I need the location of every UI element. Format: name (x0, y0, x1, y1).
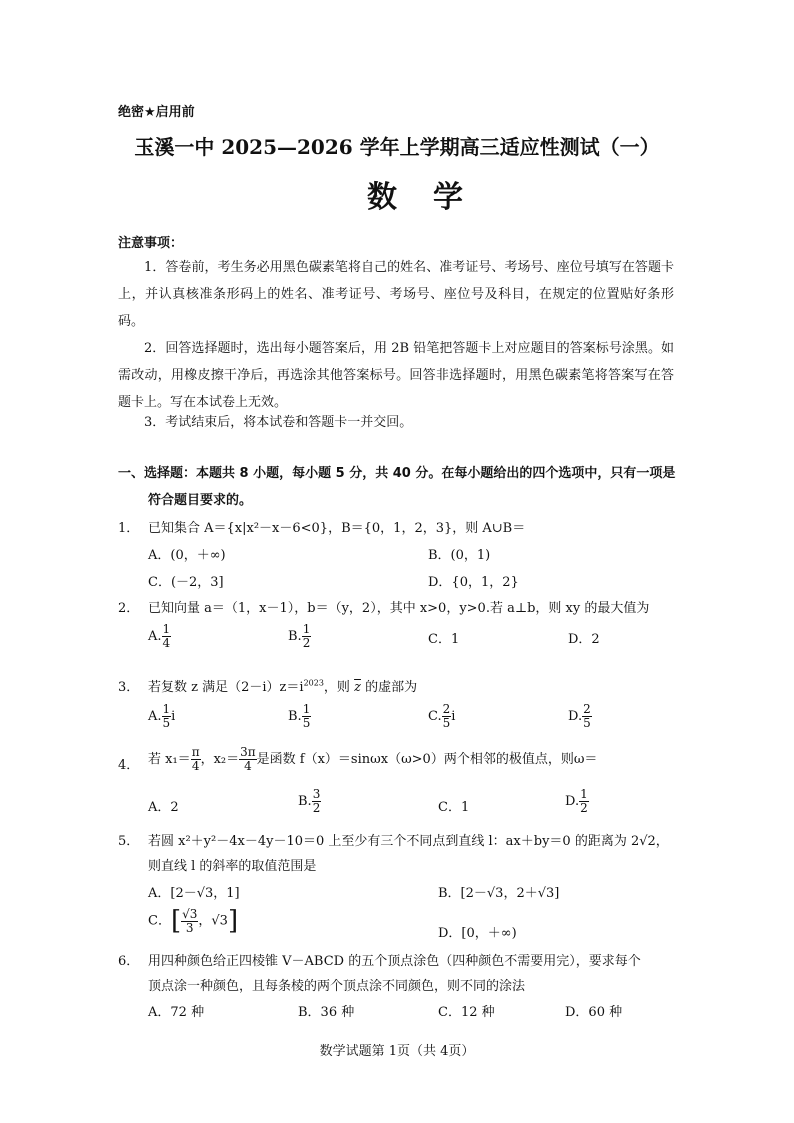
q2-option-c: C．1 (428, 632, 460, 647)
q3-b-den: 5 (302, 716, 311, 730)
q5-c-label: C． (148, 913, 171, 929)
q2-b-num: 1 (302, 622, 311, 636)
q5-number: 5． (118, 834, 140, 849)
subject-title: 数学 (367, 180, 499, 215)
q3-c-den: 5 (442, 716, 451, 730)
q4-fraction-1 (191, 746, 201, 773)
page-footer: 数学试题第 1页（共 4页） (319, 1044, 475, 1059)
q5-option-a: A．[2－√3，1] (148, 886, 240, 901)
q4-number: 4． (118, 758, 140, 773)
notice-heading: 注意事项： (118, 236, 184, 251)
q4-b-fraction (312, 788, 322, 815)
q3-stem-mid: ，则 (323, 680, 350, 695)
q2-option-a (148, 623, 171, 650)
q3-option-b (288, 703, 311, 730)
q3-c-fraction (442, 703, 452, 730)
q2-option-d: D．2 (568, 632, 600, 647)
q6-number: 6． (118, 954, 140, 969)
q3-option-c (428, 703, 455, 730)
q4-stem-s1: 若 x₁＝ (148, 752, 191, 767)
q4-option-a: A．2 (148, 800, 179, 815)
confidential-label: 绝密★启用前 (118, 105, 195, 120)
q3-stem-exponent: 2023 (303, 678, 324, 688)
q3-a-den: 5 (162, 716, 171, 730)
q4-f2-num: 3π (240, 745, 256, 759)
q4-f2-den: 4 (244, 759, 252, 773)
q3-c-unit: i (451, 709, 456, 724)
q3-c-num: 2 (442, 702, 451, 716)
q3-number: 3． (118, 680, 140, 695)
section-heading-text: 一、选择题：本题共 8 小题，每小题 5 分，共 40 分。在每小题给出的四个选项中，只有一项是符合题目要求的。 (118, 466, 676, 508)
q4-b-label: B. (298, 794, 312, 809)
q5-c-rest: ，√3 (198, 913, 228, 929)
q5-c-den: 3 (185, 920, 194, 935)
q3-stem-post: 的虚部为 (365, 680, 418, 695)
notice-item-1: 1．答卷前，考生务必用黑色碳素笔将自己的姓名、准考证号、考场号、座位号填写在答题卡上，并认真核准条形码上的姓名、准考证号、考场号、座位号及科目，在规定的位置贴好条形码。 (118, 260, 674, 329)
q2-option-b (288, 623, 311, 650)
exam-title: 玉溪一中 2025—2026 学年上学期高三适应性测试（一） (134, 135, 660, 159)
q6-option-c: C．12 种 (438, 1005, 495, 1020)
q4-d-label: D. (565, 794, 580, 809)
q5-c-right-bracket: ] (227, 906, 239, 936)
q1-option-a: A．(0，＋∞) (148, 548, 226, 563)
q5-option-d: D．[0，＋∞) (438, 926, 517, 941)
q2-b-den: 2 (302, 636, 311, 650)
section-heading (118, 460, 678, 514)
q3-c-label: C. (428, 709, 442, 724)
q3-option-a (148, 703, 175, 730)
q5-c-num: √3 (182, 906, 198, 921)
q4-option-d (565, 788, 589, 815)
q2-a-num: 1 (162, 622, 171, 636)
q3-d-fraction (582, 703, 592, 730)
q3-a-num: 1 (162, 702, 171, 716)
q3-stem-pre: 若复数 z 满足（2－i）z＝i (148, 680, 304, 695)
q3-a-unit: i (171, 709, 176, 724)
q3-d-den: 5 (583, 716, 591, 730)
q3-b-label: B. (288, 709, 302, 724)
q4-d-fraction (579, 788, 589, 815)
q3-conjugate-z: $\overline{z}$ (354, 680, 361, 695)
q4-f1-den: 4 (191, 759, 200, 773)
q2-a-den: 4 (162, 636, 171, 650)
notice-item-2: 2．回答选择题时，选出每小题答案后，用 2B 铅笔把答题卡上对应题目的答案标号涂黑。如需改动，用橡皮擦干净后，再选涂其他答案标号。回答非选择题时，用黑色碳素笔将答案写在答题卡上。写在本试卷上无效。 (118, 341, 674, 410)
q5-c-left-bracket: [ (170, 906, 182, 936)
q5-c-fraction (181, 908, 198, 935)
q2-number: 2． (118, 601, 140, 616)
q2-a-fraction (162, 623, 172, 650)
q3-d-label: D. (568, 709, 583, 724)
q4-option-c: C．1 (438, 800, 470, 815)
q4-d-num: 1 (580, 787, 588, 801)
q6-stem-line-2: 顶点涂一种颜色，且每条棱的两个顶点涂不同颜色，则不同的涂法 (148, 979, 526, 994)
q3-d-num: 2 (583, 702, 591, 716)
q4-stem-s3: 是函数 f（x）＝sinωx（ω>0）两个相邻的极值点，则ω＝ (256, 752, 598, 767)
q3-b-num: 1 (302, 702, 311, 716)
q4-stem-s2: ，x₂＝ (200, 752, 240, 767)
q3-option-d (568, 703, 592, 730)
q1-option-d: D．{0，1，2} (428, 575, 519, 590)
q4-stem (148, 746, 597, 773)
q6-stem-line-1: 用四种颜色给正四棱锥 V－ABCD 的五个顶点涂色（四种颜色不需要用完），要求每个 (148, 954, 641, 969)
q3-a-label: A. (148, 709, 162, 724)
q6-option-b: B．36 种 (298, 1005, 355, 1020)
q1-number: 1． (118, 521, 140, 536)
q4-d-den: 2 (580, 801, 588, 815)
q4-fraction-2 (239, 746, 257, 773)
q2-b-fraction (302, 623, 312, 650)
q3-stem (148, 676, 417, 695)
q5-stem-line-2: 则直线 l 的斜率的取值范围是 (148, 859, 317, 874)
q4-b-den: 2 (312, 801, 321, 815)
q6-option-d: D．60 种 (565, 1005, 623, 1020)
q5-option-c (148, 906, 238, 936)
q2-b-label: B. (288, 629, 302, 644)
q5-stem-line-1: 若圆 x²＋y²－4x－4y－10＝0 上至少有三个不同点到直线 l：ax＋by＝0 的距离为 2√2， (148, 834, 669, 849)
q2-a-label: A. (148, 629, 162, 644)
q6-option-a: A．72 种 (148, 1005, 205, 1020)
q3-a-fraction (162, 703, 172, 730)
q1-option-c: C．(－2，3] (148, 575, 224, 590)
q1-option-b: B．(0，1) (428, 548, 491, 563)
q5-option-b: B．[2－√3，2＋√3] (438, 886, 560, 901)
q4-f1-num: π (191, 745, 200, 759)
q4-option-b (298, 788, 321, 815)
q3-b-fraction (302, 703, 312, 730)
q2-stem: 已知向量 a＝（1，x－1），b＝（y，2），其中 x>0，y>0.若 a⊥b，则 xy 的最大值为 (148, 601, 650, 616)
notice-item-3: 3．考试结束后，将本试卷和答题卡一并交回。 (144, 415, 413, 430)
q4-b-num: 3 (312, 787, 321, 801)
q1-stem: 已知集合 A＝{x|x²－x－6<0}，B＝{0，1，2，3}，则 A∪B＝ (148, 521, 526, 536)
